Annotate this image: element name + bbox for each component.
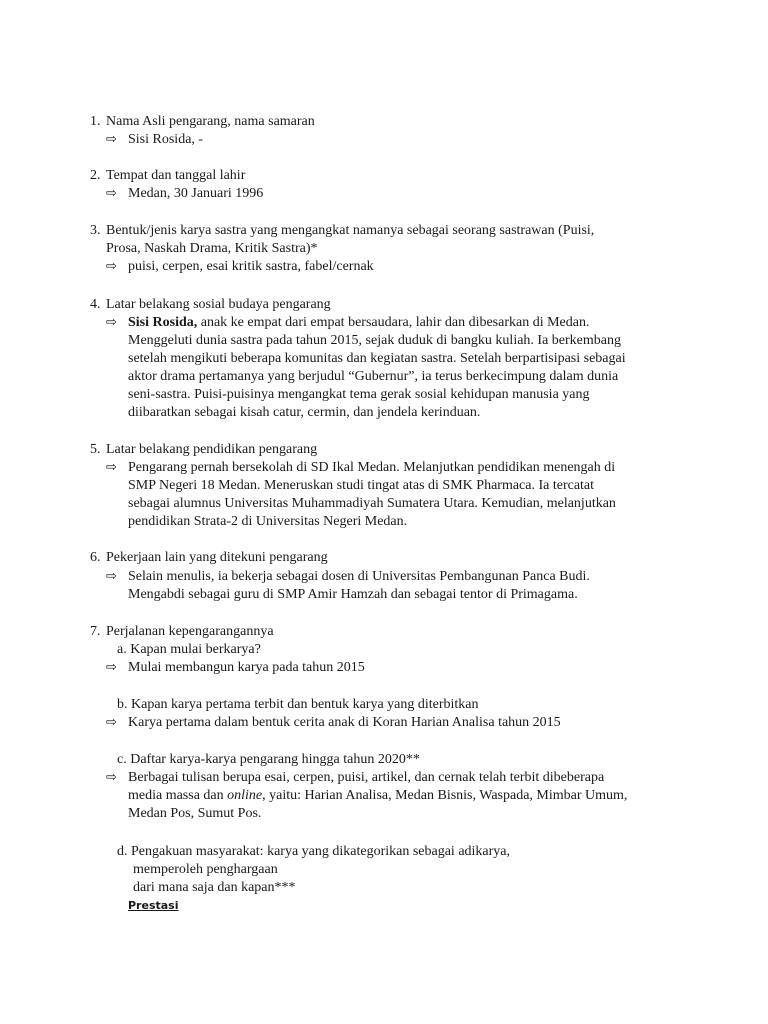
item-4-answer-line-2: Menggeluti dunia sastra pada tahun 2015, sejak duduk di bangku kuliah. Ia berkembang — [128, 333, 621, 348]
item-7c-answer-online: online — [227, 788, 263, 803]
item-2-number: 2. — [90, 168, 101, 183]
arrow-right-outline-icon: ⇨ — [106, 660, 117, 675]
item-6-answer-line-1: Selain menulis, ia bekerja sebagai dosen di Universitas Pembangunan Panca Budi. — [128, 569, 590, 584]
item-7d-question-line-1: d. Pengakuan masyarakat: karya yang dikategorikan sebagai adikarya, — [117, 844, 511, 859]
item-7c-answer-line-3: Medan Pos, Sumut Pos. — [128, 806, 262, 821]
item-4-answer-line-1 — [128, 314, 589, 332]
item-3-number: 3. — [90, 223, 101, 238]
arrow-right-outline-icon: ⇨ — [106, 715, 117, 730]
item-4-answer-line-6: diibaratkan sebagai kisah catur, cermin, dan jendela kerinduan. — [128, 405, 481, 420]
item-4-title: Latar belakang sosial budaya pengarang — [106, 297, 331, 312]
item-3-title-line-1: Bentuk/jenis karya sastra yang mengangkat namanya sebagai seorang sastrawan (Puisi, — [106, 223, 595, 238]
arrow-right-outline-icon: ⇨ — [106, 132, 117, 147]
item-1-number: 1. — [90, 114, 101, 129]
item-4-answer-line-4: aktor drama pertamanya yang berjudul “Gubernur”, ia terus berkecimpung dalam dunia — [128, 369, 619, 384]
item-7c-question: c. Daftar karya-karya pengarang hingga tahun 2020** — [117, 752, 420, 767]
prestasi-heading: Prestasi — [128, 899, 179, 912]
item-7a-answer: Mulai membangun karya pada tahun 2015 — [128, 660, 365, 675]
arrow-right-outline-icon: ⇨ — [106, 569, 117, 584]
item-1-answer: Sisi Rosida, - — [128, 132, 204, 147]
item-2-title: Tempat dan tanggal lahir — [106, 168, 246, 183]
arrow-right-outline-icon: ⇨ — [106, 259, 117, 274]
item-7b-answer: Karya pertama dalam bentuk cerita anak di Koran Harian Analisa tahun 2015 — [128, 715, 561, 730]
item-7-title: Perjalanan kepengarangannya — [106, 624, 274, 639]
arrow-right-outline-icon: ⇨ — [106, 770, 117, 785]
item-7c-answer-line-2-post: , yaitu: Harian Analisa, Medan Bisnis, Waspada, Mimbar Umum, — [262, 788, 628, 803]
item-1-title: Nama Asli pengarang, nama samaran — [106, 114, 315, 129]
author-name: Sisi Rosida, — [128, 315, 198, 330]
item-4-answer-line-1-rest: anak ke empat dari empat bersaudara, lahir dan dibesarkan di Medan. — [197, 315, 590, 330]
item-7-number: 7. — [90, 624, 101, 639]
item-7c-answer-line-1: Berbagai tulisan berupa esai, cerpen, puisi, artikel, dan cernak telah terbit dibeberapa — [128, 770, 605, 785]
item-2-answer: Medan, 30 Januari 1996 — [128, 186, 264, 201]
item-7a-question: a. Kapan mulai berkarya? — [117, 642, 261, 657]
item-3-answer: puisi, cerpen, esai kritik sastra, fabel/cernak — [128, 259, 374, 274]
item-6-answer-line-2: Mengabdi sebagai guru di SMP Amir Hamzah dan sebagai tentor di Primagama. — [128, 587, 578, 602]
item-5-answer-line-3: sebagai alumnus Universitas Muhammadiyah Sumatera Utara. Kemudian, melanjutkan — [128, 496, 616, 511]
item-5-answer-line-1: Pengarang pernah bersekolah di SD Ikal Medan. Melanjutkan pendidikan menengah di — [128, 460, 616, 475]
item-5-number: 5. — [90, 442, 101, 457]
item-5-answer-line-2: SMP Negeri 18 Medan. Meneruskan studi tingat atas di SMK Pharmaca. Ia tercatat — [128, 478, 595, 493]
item-6-number: 6. — [90, 550, 101, 565]
item-4-answer-line-5: seni-sastra. Puisi-puisinya mengangkat tema gerak sosial kehidupan manusia yang — [128, 387, 590, 402]
item-3-title-line-2: Prosa, Naskah Drama, Kritik Sastra)* — [106, 241, 318, 256]
arrow-right-outline-icon: ⇨ — [106, 186, 117, 201]
item-7c-answer-line-2 — [128, 787, 627, 805]
item-6-title: Pekerjaan lain yang ditekuni pengarang — [106, 550, 328, 565]
item-7c-answer-line-2-pre: media massa dan — [128, 788, 228, 803]
arrow-right-outline-icon: ⇨ — [106, 460, 117, 475]
item-7d-question-line-2: memperoleh penghargaan — [133, 862, 278, 877]
item-5-answer-line-4: pendidikan Strata-2 di Universitas Negeri Medan. — [128, 514, 408, 529]
item-7d-question-line-3: dari mana saja dan kapan*** — [133, 880, 296, 895]
item-4-number: 4. — [90, 297, 101, 312]
item-4-answer-line-3: setelah mengikuti beberapa komunitas dan kegiatan sastra. Setelah berpartisipasi sebagai — [128, 351, 626, 366]
item-7b-question: b. Kapan karya pertama terbit dan bentuk karya yang diterbitkan — [117, 697, 479, 712]
arrow-right-outline-icon: ⇨ — [106, 315, 117, 330]
item-5-title: Latar belakang pendidikan pengarang — [106, 442, 318, 457]
